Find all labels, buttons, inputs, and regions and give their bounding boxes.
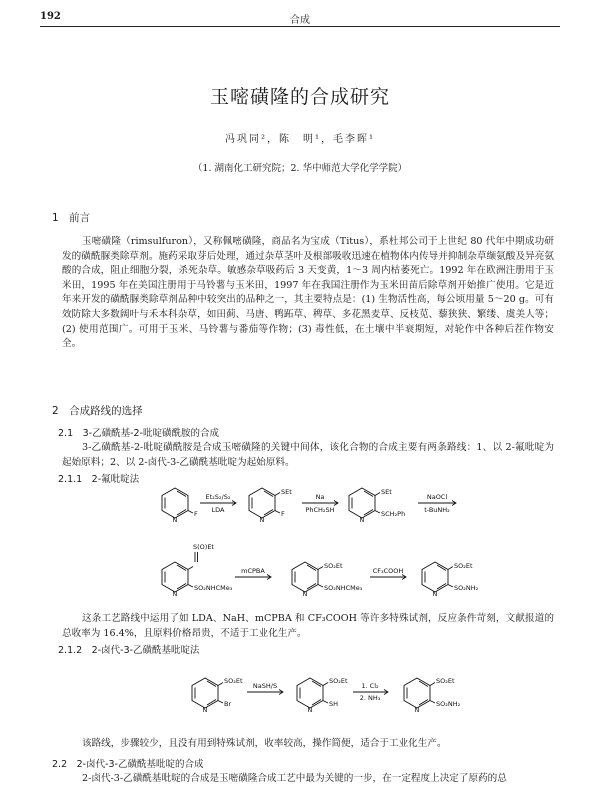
substituent-set: SEt bbox=[281, 488, 292, 496]
reagent-label: mCPBA bbox=[241, 567, 265, 575]
reagent-label: NaOCl bbox=[426, 493, 448, 501]
substituent-set: SEt bbox=[381, 488, 392, 496]
reagent-label: LDA bbox=[211, 506, 225, 514]
paper-title: 玉嘧磺隆的合成研究 bbox=[209, 86, 390, 108]
ring-nitrogen-label: N bbox=[432, 590, 438, 598]
reagent-label: 2. NH₃ bbox=[359, 694, 381, 702]
ring-nitrogen-label: N bbox=[307, 706, 313, 714]
page-header bbox=[40, 10, 560, 27]
paragraph-introduction: 玉嘧磺隆（rimsulfuron），又称佩嘧磺隆，商品名为宝成（Titus），系杜邦公司于上世纪 80 代年中期成功研发的磺酰脲类除草剂。施药采取芽后处理，通过杂草茎叶及根部吸收迅速在植物体内传导并抑制杂草缬氨酸及异亮氨酸的合成，阻止细胞分裂，杀死杂草。敏感杂草吸药后 3 天变黄，1～3 周内枯萎死亡。1992 年在欧洲注册用于玉米田，1995 年在美国注册用于马铃薯与玉米田，1997 年在我国注册作为玉米田苗后除草剂开始推广使用。它是近年来开发的磺酰脲类除草剂品种中较突出的品种之一，其主要特点是：(1) 生物活性高，每公顷用量 5～20 g。可有效防除大多数阔叶与禾本科杂草，如田蓟、马唐、鸭跖草、稗草、多花黑麦草、反枝苋、藜狭狭、繁缕、虞美人等；(2) 使用范围广。可用于玉米、马铃薯与番茄等作物；(3) 毒性低，在土壤中半衰期短，对轮作中各种后茬作物安全。 bbox=[62, 236, 554, 350]
substituent-so2et: SO₂Et bbox=[454, 562, 473, 570]
ring-nitrogen-label: N bbox=[259, 516, 265, 524]
substituent-so2et: SO₂Et bbox=[436, 677, 455, 685]
substituent-so2et: SO₂Et bbox=[224, 677, 243, 685]
running-title: 合成 bbox=[290, 15, 310, 26]
substituent-so2et: SO₂Et bbox=[324, 562, 343, 570]
ring-nitrogen-label: N bbox=[414, 706, 420, 714]
heading-2-2: 2.2 2-卤代-3-乙磺酰基吡啶的合成 bbox=[52, 759, 204, 770]
reagent-label: Et₂S₂/S₂ bbox=[205, 493, 231, 501]
heading-2-1-2: 2.1.2 2-卤代-3-乙磺酰基吡啶法 bbox=[58, 645, 200, 656]
substituent-so2nhcme3: SO₂NHCMe₃ bbox=[324, 584, 363, 592]
ring-nitrogen-label: N bbox=[359, 516, 365, 524]
substituent-sch2ph: SCH₂Ph bbox=[381, 510, 406, 518]
reaction-scheme-2 bbox=[185, 668, 485, 726]
ring-nitrogen-label: N bbox=[172, 590, 178, 598]
reaction-scheme-1 bbox=[150, 482, 590, 612]
ring-nitrogen-label: N bbox=[202, 706, 208, 714]
reagent-label: Na bbox=[315, 493, 325, 501]
paragraph-2-1-2: 该路线，步骤较少，且没有用到特殊试剂，收率较高，操作简便，适合于工业化生产。 bbox=[82, 738, 447, 749]
substituent-f: F bbox=[281, 510, 285, 518]
substituent-so2nh2: SO₂NH₂ bbox=[454, 584, 479, 592]
ring-nitrogen-label: N bbox=[172, 516, 178, 524]
substituent-so2nh2: SO₂NH₂ bbox=[436, 700, 461, 708]
substituent-br: Br bbox=[224, 700, 232, 708]
ring-nitrogen-label: N bbox=[302, 590, 308, 598]
author-list: 冯巩同²，陈 明¹，毛李晖¹ bbox=[224, 134, 376, 145]
heading-2-1: 2.1 3-乙磺酰基-2-吡啶磺酰胺的合成 bbox=[58, 428, 219, 439]
heading-2-1-1: 2.1.1 2-氟吡啶法 bbox=[58, 474, 140, 485]
paragraph-2-1-1: 这条工艺路线中运用了如 LDA、NaH、mCPBA 和 CF₃COOH 等许多特殊试剂，反应条件苛刻，文献报道的总收率为 16.4%，且原料价格昂贵，不适于工业化生产。 bbox=[62, 613, 554, 639]
heading-introduction: 1 前言 bbox=[52, 212, 91, 224]
affiliation: （1. 湖南化工研究院；2. 华中师范大学化学学院） bbox=[192, 163, 408, 174]
substituent-f: F bbox=[194, 510, 198, 518]
paragraph-2-2: 2-卤代-3-乙磺酰基吡啶的合成是玉嘧磺隆合成工艺中最为关键的一步，在一定程度上决定了原药的总 bbox=[82, 773, 507, 784]
reagent-label: 1. Cl₂ bbox=[361, 682, 379, 690]
paragraph-2-1: 3-乙磺酰基-2-吡啶磺酰胺是合成玉嘧磺隆的关键中间体，该化合物的合成主要有两条路线：1、以 2-氟吡啶为起始原料；2、以 2-卤代-3-乙磺酰基吡啶为起始原料。 bbox=[62, 442, 554, 468]
substituent-so2et: SO₂Et bbox=[329, 677, 348, 685]
reagent-label: t-BuNH₂ bbox=[424, 506, 450, 514]
substituent-sh: SH bbox=[329, 700, 339, 708]
substituent-sulfinyl: S(O)Et bbox=[193, 543, 214, 551]
page-number: 192 bbox=[40, 11, 61, 22]
reagent-label: CF₃COOH bbox=[372, 567, 404, 575]
reagent-label: PhCH₂SH bbox=[305, 506, 335, 514]
substituent-so2nhcme3: SO₂NHCMe₃ bbox=[194, 584, 233, 592]
reagent-label: NaSH/S bbox=[252, 682, 278, 690]
heading-route-selection: 2 合成路线的选择 bbox=[52, 405, 143, 417]
